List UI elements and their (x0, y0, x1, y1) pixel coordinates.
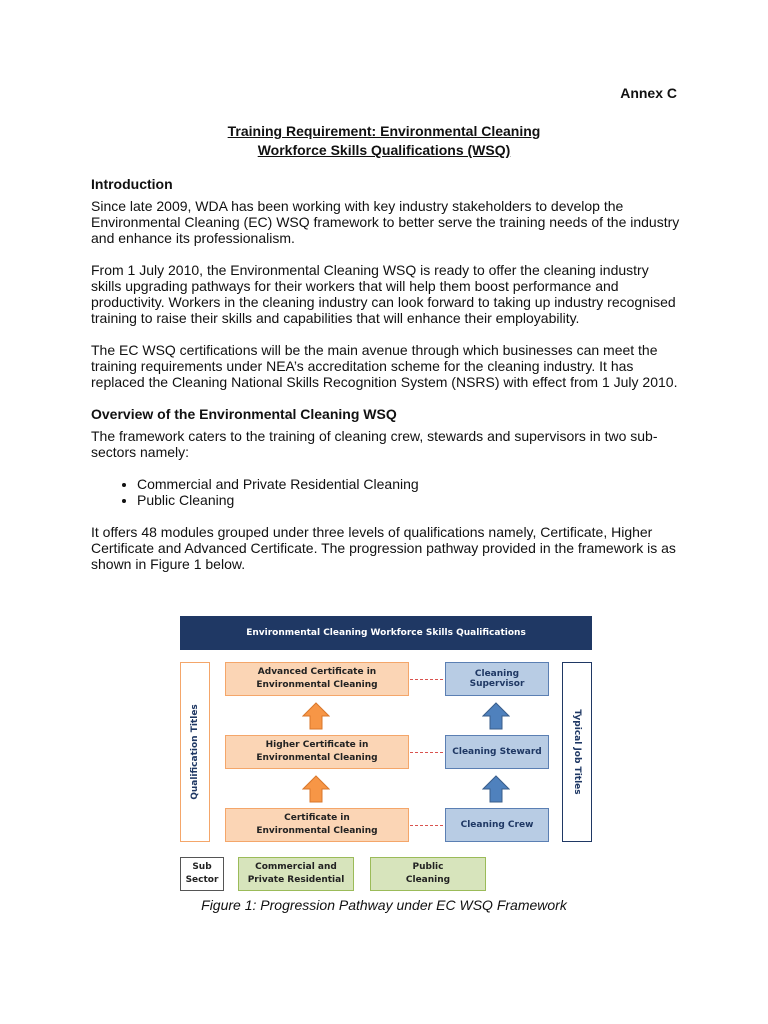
list-item: • Commercial and Private Residential Cleaning (137, 476, 681, 492)
sub-line: Public (412, 862, 444, 872)
qualification-advanced-certificate (225, 662, 409, 696)
up-arrow-icon (482, 702, 510, 730)
overview-heading: Overview of the Environmental Cleaning WSQ (91, 406, 397, 422)
overview-paragraph-2: It offers 48 modules grouped under three levels of qualifications namely, Certificate, Higher Certificate and Advanced Certificate. The progression pathway provided in the framework is as shown in Figure 1 below. (91, 524, 676, 572)
title-line-2: Workforce Skills Qualifications (WSQ) (257, 142, 511, 158)
up-arrow-icon (482, 775, 510, 803)
qual-line: Advanced Certificate in (257, 667, 377, 677)
figure-header: Environmental Cleaning Workforce Skills Qualifications (180, 616, 592, 650)
sub-line: Commercial and (255, 862, 337, 872)
sub-sector-label (180, 857, 224, 891)
qual-line: Environmental Cleaning (256, 680, 378, 690)
annex-label: Annex C (620, 85, 677, 101)
qual-line: Environmental Cleaning (256, 753, 378, 763)
document-title (0, 122, 768, 160)
title-line-1: Training Requirement: Environmental Cleaning (227, 123, 541, 139)
job-cleaning-crew: Cleaning Crew (445, 808, 549, 842)
figure-caption: Figure 1: Progression Pathway under EC WSQ Framework (201, 897, 567, 913)
sub-line: Cleaning (405, 875, 451, 885)
qualification-titles-label: Qualification Titles (190, 704, 200, 800)
progression-pathway-figure (178, 616, 594, 896)
job-titles-panel (562, 662, 592, 842)
sub-sector-list (91, 476, 681, 508)
sub-line: Sub (192, 862, 212, 872)
intro-paragraph-2: From 1 July 2010, the Environmental Cleaning WSQ is ready to offer the cleaning industry skills upgrading pathways for their workers that will help them boost performance and productivity. Workers in the cleaning industry can look forward to taking up industry recognised training to raise their skills and capabilities that will enhance their employability. (91, 262, 676, 326)
connector-line (410, 752, 443, 753)
qualification-titles-panel (180, 662, 210, 842)
document-body (91, 176, 681, 588)
connector-line (410, 825, 443, 826)
sub-sector-commercial (238, 857, 354, 891)
qualification-certificate (225, 808, 409, 842)
job-cleaning-supervisor: Cleaning Supervisor (445, 662, 549, 696)
qual-line: Environmental Cleaning (256, 826, 378, 836)
connector-line (410, 679, 443, 680)
qualification-higher-certificate (225, 735, 409, 769)
qual-line: Certificate in (284, 813, 350, 823)
intro-paragraph-3: The EC WSQ certifications will be the main avenue through which businesses can meet the training requirements under NEA’s accreditation scheme for the cleaning industry. It has replaced the Cleaning National Skills Recognition System (NSRS) with effect from 1 July 2010. (91, 342, 678, 390)
job-titles-label: Typical Job Titles (572, 709, 582, 795)
up-arrow-icon (302, 775, 330, 803)
sub-line: Private Residential (247, 875, 345, 885)
job-cleaning-steward: Cleaning Steward (445, 735, 549, 769)
sub-sector-public (370, 857, 486, 891)
introduction-heading: Introduction (91, 176, 173, 192)
list-item: • Public Cleaning (137, 492, 681, 508)
overview-paragraph-1: The framework caters to the training of cleaning crew, stewards and supervisors in two sub-sectors namely: (91, 428, 658, 460)
up-arrow-icon (302, 702, 330, 730)
qual-line: Higher Certificate in (265, 740, 369, 750)
intro-paragraph-1: Since late 2009, WDA has been working with key industry stakeholders to develop the Environmental Cleaning (EC) WSQ framework to better serve the training needs of the industry and enhance its professionalism. (91, 198, 680, 246)
sub-line: Sector (185, 875, 219, 885)
